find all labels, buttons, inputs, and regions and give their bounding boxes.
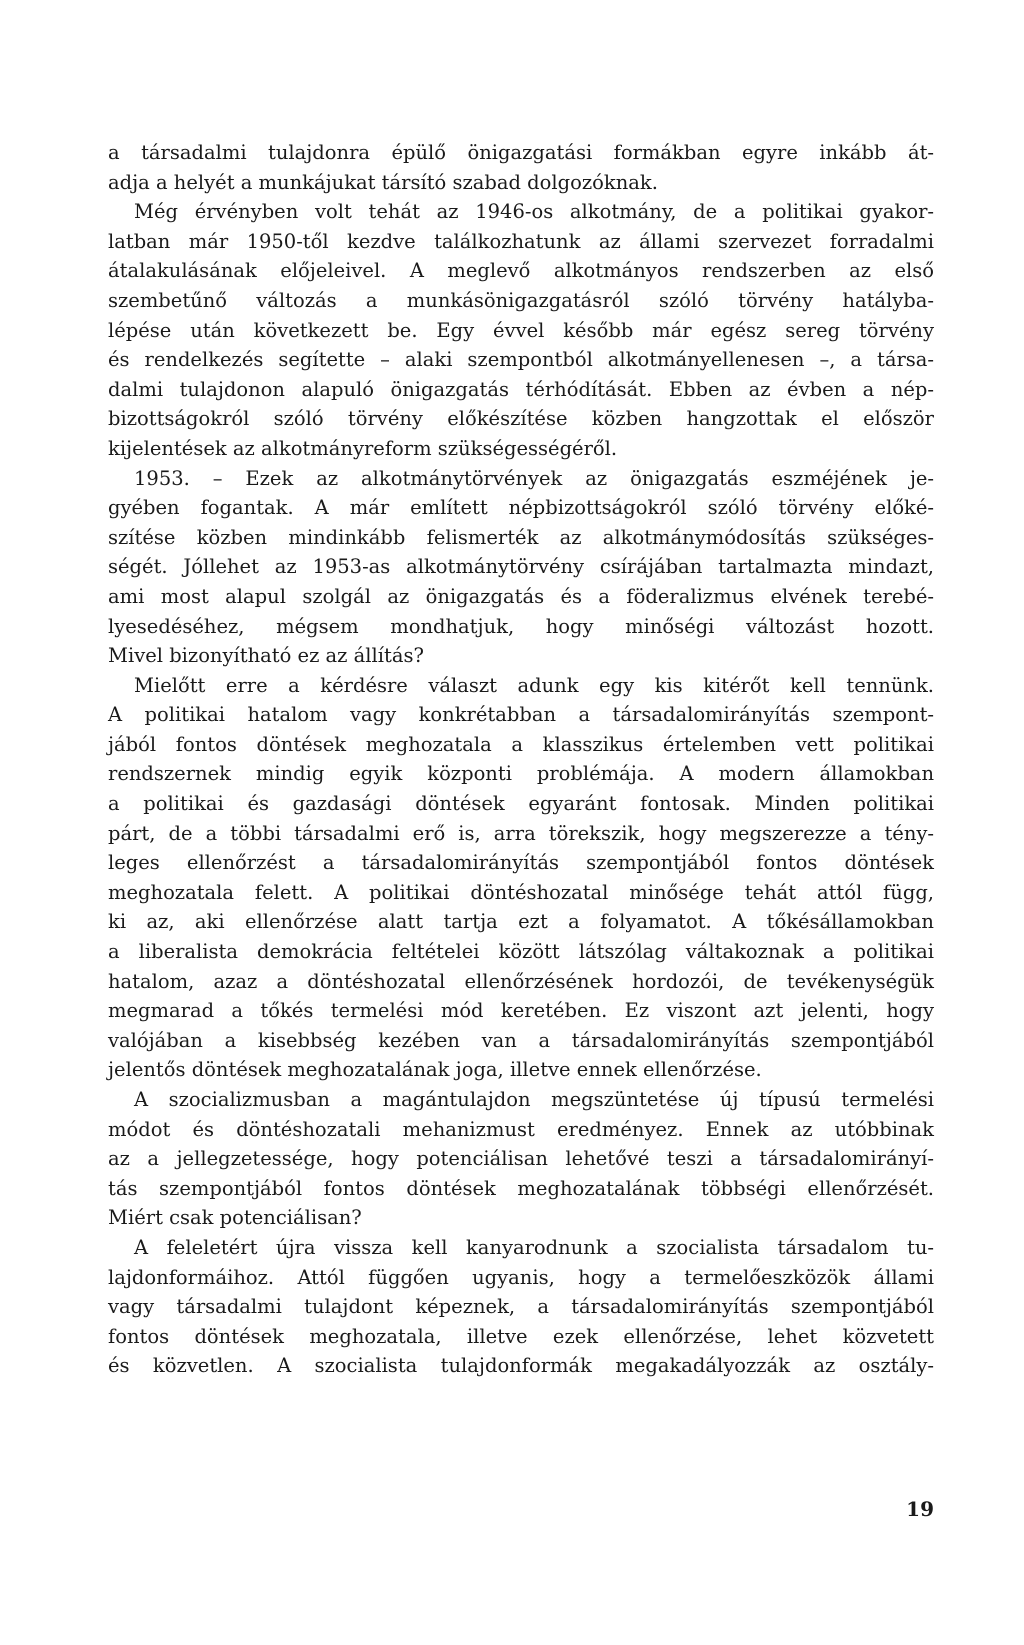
text-line: és rendelkezés segítette – alaki szempontból alkotmányellenesen –, a társa- [108,348,934,372]
text-line: rendszernek mindig egyik központi problémája. A modern államokban [108,762,934,786]
text-line: az a jellegzetessége, hogy potenciálisan lehetővé teszi a társadalomirányí- [108,1147,934,1171]
text-line: ki az, aki ellenőrzése alatt tartja ezt a folyamatot. A tőkésállamokban [108,910,934,934]
text-line: jából fontos döntések meghozatala a klasszikus értelemben vett politikai [108,732,934,756]
text-line: A feleletért újra vissza kell kanyarodnunk a szocialista társadalom tu- [134,1235,934,1259]
text-line: adja a helyét a munkájukat társító szabad dolgozóknak. [108,170,658,194]
text-line: kijelentések az alkotmányreform szükségességéről. [108,436,618,460]
text-line: tás szempontjából fontos döntések meghozatalának többségi ellenőrzését. [108,1176,934,1200]
text-line: fontos döntések meghozatala, illetve ezek ellenőrzése, lehet közvetett [108,1324,934,1348]
text-line: lajdonformáihoz. Attól függően ugyanis, hogy a termelőeszközök állami [108,1265,934,1289]
text-line: 1953. – Ezek az alkotmánytörvények az önigazgatás eszméjének je- [134,466,934,490]
text-line: és közvetlen. A szocialista tulajdonformák megakadályozzák az osztály- [108,1354,934,1378]
text-line: szítése közben mindinkább felismerték az alkotmánymódosítás szükséges- [108,525,934,549]
text-line: leges ellenőrzést a társadalomirányítás szempontjából fontos döntések [108,851,934,875]
text-line: vagy társadalmi tulajdont képeznek, a társadalomirányítás szempontjából [108,1295,934,1319]
text-line: Még érvényben volt tehát az 1946-os alkotmány, de a politikai gyakor- [134,200,934,224]
text-line: gyében fogantak. A már említett népbizottságokról szóló törvény előké- [108,496,934,520]
text-line: megmarad a tőkés termelési mód keretében. Ez viszont azt jelenti, hogy [108,999,934,1023]
text-line: lyesedéséhez, mégsem mondhatjuk, hogy minőségi változást hozott. [108,614,934,638]
text-line: latban már 1950-től kezdve találkozhatunk az állami szervezet forradalmi [108,229,934,253]
text-line: párt, de a többi társadalmi erő is, arra törekszik, hogy megszerezze a tény- [108,821,934,845]
text-line: a társadalmi tulajdonra épülő önigazgatási formákban egyre inkább át- [108,141,934,164]
text-line: bizottságokról szóló törvény előkészítése közben hangzottak el először [108,407,934,431]
text-line: lépése után következett be. Egy évvel később már egész sereg törvény [108,318,934,342]
text-line: Mielőtt erre a kérdésre választ adunk egy kis kitérőt kell tennünk. [134,673,934,697]
text-line: meghozatala felett. A politikai döntéshozatal minősége tehát attól függ, [108,880,934,904]
text-line: Mivel bizonyítható ez az állítás? [108,644,424,668]
page-body [108,138,934,1381]
text-line: szembetűnő változás a munkásönigazgatásról szóló törvény hatályba- [108,288,934,312]
text-line: ami most alapul szolgál az önigazgatás és a föderalizmus elvének terebé- [108,584,934,608]
text-line: hatalom, azaz a döntéshozatal ellenőrzésének hordozói, de tevékenységük [108,969,934,993]
text-line: ségét. Jóllehet az 1953-as alkotmánytörvény csírájában tartalmazta mindazt, [108,555,934,579]
text-line: módot és döntéshozatali mehanizmust eredményez. Ennek az utóbbinak [108,1117,934,1141]
page-number: 19 [906,1497,934,1521]
text-line: dalmi tulajdonon alapuló önigazgatás térhódítását. Ebben az évben a nép- [108,377,934,401]
text-line: a politikai és gazdasági döntések egyaránt fontosak. Minden politikai [108,792,934,816]
text-line: Miért csak potenciálisan? [108,1206,362,1230]
text-line: átalakulásának előjeleivel. A meglevő alkotmányos rendszerben az első [108,259,934,283]
text-line: A szocializmusban a magántulajdon megszüntetése új típusú termelési [134,1088,934,1111]
text-line: jelentős döntések meghozatalának joga, illetve ennek ellenőrzése. [108,1058,762,1082]
text-line: a liberalista demokrácia feltételei között látszólag váltakoznak a politikai [108,940,934,964]
text-line: valójában a kisebbség kezében van a társadalomirányítás szempontjából [108,1028,934,1052]
text-line: A politikai hatalom vagy konkrétabban a társadalomirányítás szempont- [108,703,934,727]
